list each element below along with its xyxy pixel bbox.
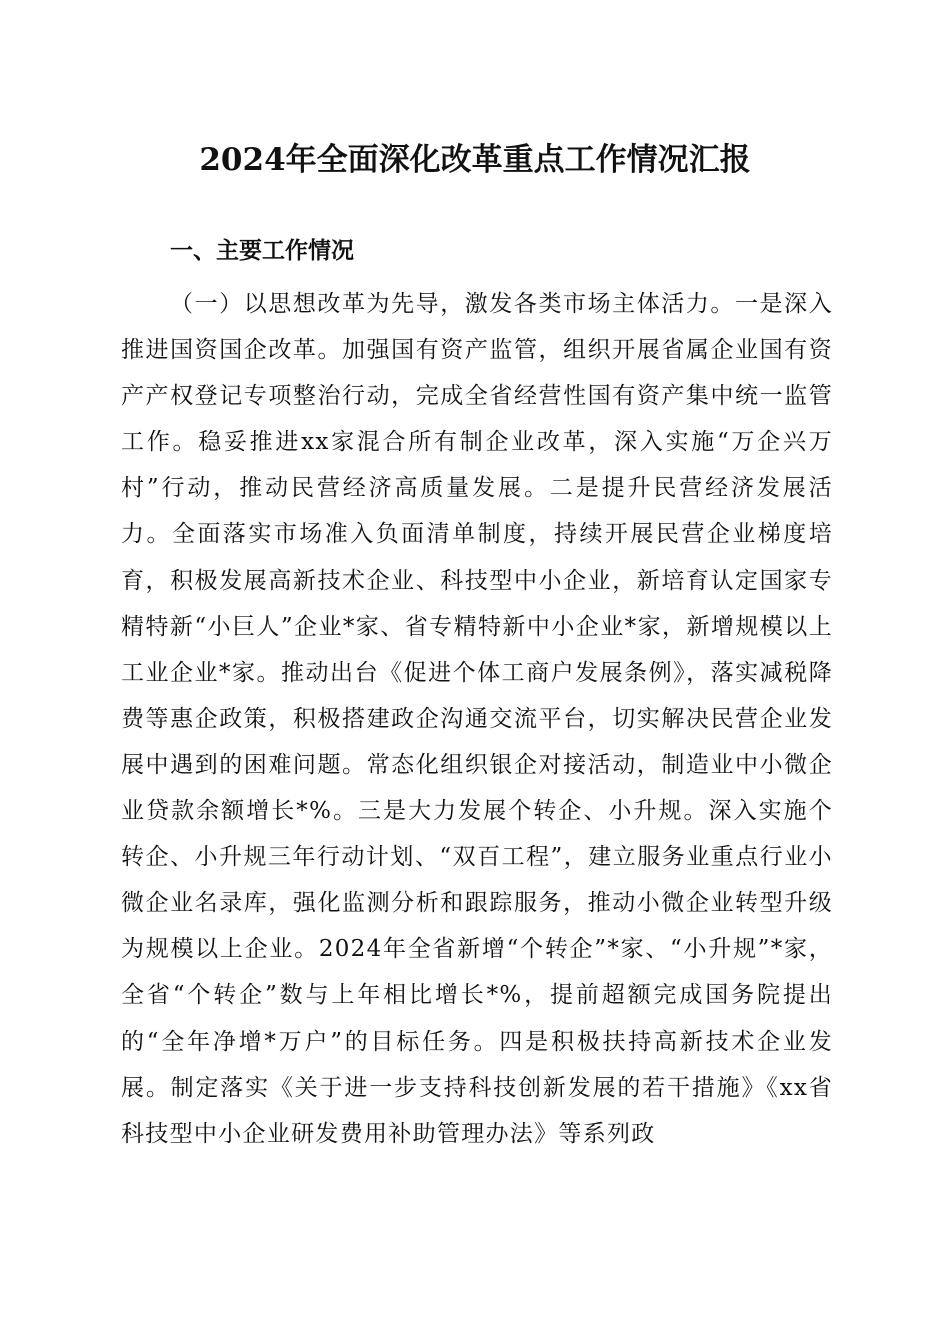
section-heading: 一、主要工作情况 (170, 238, 354, 264)
document-title: 2024年全面深化改革重点工作情况汇报 (199, 142, 751, 178)
body-paragraph: （一）以思想改革为先导，激发各类市场主体活力。一是深入推进国资国企改革。加强国有资产监管，组织开展省属企业国有资产产权登记专项整治行动，完成全省经营性国有资产集中统一监管工作。稳妥推进xx家混合所有制企业改革，深入实施“万企兴万村”行动，推动民营经济高质量发展。二是提升民营经济发展活力。全面落实市场准入负面清单制度，持续开展民营企业梯度培育，积极发展高新技术企业、科技型中小企业，新培育认定国家专精特新“小巨人”企业*家、省专精特新中小企业*家，新增规模以上工业企业*家。推动出台《促进个体工商户发展条例》，落实减税降费等惠企政策，积极搭建政企沟通交流平台，切实解决民营企业发展中遇到的困难问题。常态化组织银企对接活动，制造业中小微企业贷款余额增长*%。三是大力发展个转企、小升规。深入实施个转企、小升规三年行动计划、“双百工程”，建立服务业重点行业小微企业名录库，强化监测分析和跟踪服务，推动小微企业转型升级为规模以上企业。2024年全省新增“个转企”*家、“小升规”*家，全省“个转企”数与上年相比增长*%，提前超额完成国务院提出的“全年净增*万户”的目标任务。四是积极扶持高新技术企业发展。制定落实《关于进一步支持科技创新发展的若干措施》《xx省科技型中小企业研发费用补助管理办法》等系列政 (121, 291, 833, 1147)
